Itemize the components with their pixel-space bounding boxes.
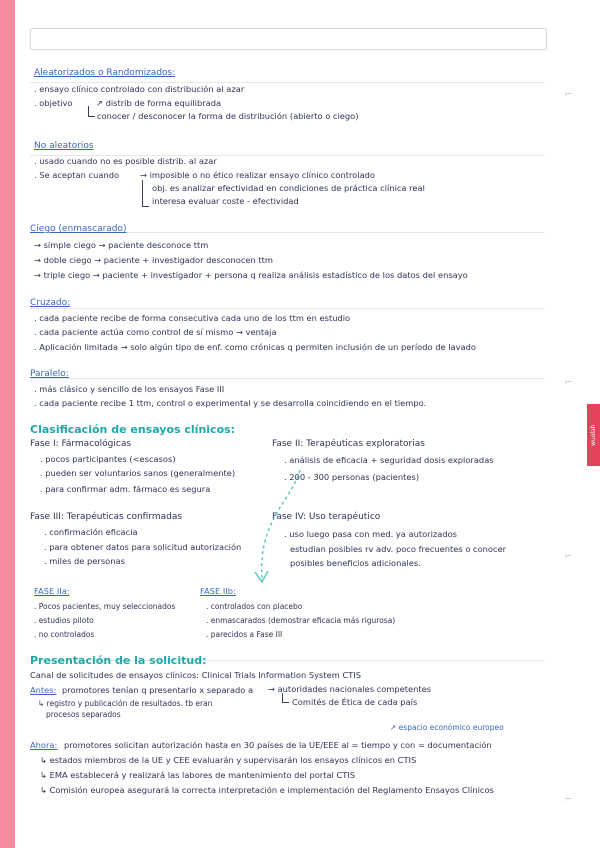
text-fragment: espacio económico europeo — [398, 723, 504, 732]
section-title-paralelo: Paralelo: — [30, 369, 69, 379]
text-line: . enmascarados (demostrar eficacia más rigurosa) — [206, 616, 396, 625]
text-line: ↗ espacio económico europeo — [390, 723, 504, 732]
text-line: . Pocos pacientes, muy seleccionados — [34, 602, 176, 611]
text-line: ↳ estados miembros de la UE y CEE evaluarán y supervisarán los ensayos clínicos en CTIS — [40, 755, 417, 765]
section-title-cruzado: Cruzado: — [30, 298, 71, 308]
text-line: → imposible o no ético realizar ensayo clínico controlado — [140, 170, 375, 180]
fase2b-title: FASE IIb: — [200, 586, 236, 596]
text-line: . para confirmar adm. fármaco es segura — [40, 484, 211, 494]
text-fragment: imposible o no ético realizar ensayo clínico controlado — [149, 170, 375, 180]
margin-mark: ⌐ — [564, 90, 572, 100]
text-line: conocer / desconocer la forma de distribución (abierto o ciego) — [97, 111, 359, 121]
fase2a-title: FASE IIa: — [34, 586, 70, 596]
text-line: . 200 - 300 personas (pacientes) — [284, 472, 420, 482]
text-line: . para obtener datos para solicitud autorización — [44, 542, 242, 552]
text-line: . cada paciente actúa como control de sí mismo → ventaja — [34, 327, 277, 337]
text-line: estudian posibles rv adv. poco frecuentes o conocer — [290, 544, 507, 554]
text-line: . no controlados — [34, 630, 95, 639]
text-line: . miles de personas — [44, 556, 125, 566]
text-line: . confirmación eficacia — [44, 527, 138, 537]
text-line: . ensayo clínico controlado con distribución al azar — [34, 84, 245, 94]
text-line: procesos separados — [46, 710, 121, 719]
section-title-solicitud: Presentación de la solicitud: — [30, 654, 207, 667]
text-line: . pueden ser voluntarios sanos (generalmente) — [40, 468, 236, 478]
margin-mark: ⌐ — [564, 378, 572, 388]
text-line: Comités de Ética de cada país — [292, 697, 418, 707]
fase2-title: Fase II: Terapéuticas exploratorias — [272, 439, 425, 449]
text-line: obj. es analizar efectividad en condiciones de práctica clínica real — [152, 183, 425, 193]
text-line: . Aplicación limitada → solo algún tipo de enf. como crónicas q permiten inclusión de un período de lavado — [34, 342, 476, 352]
section-title-clasificacion: Clasificación de ensayos clínicos: — [30, 423, 236, 436]
text-line: interesa evaluar coste - efectividad — [152, 196, 299, 206]
section-title-no-aleatorios: No aleatorios — [34, 141, 94, 151]
text-line: → doble ciego → paciente + investigador desconocen ttm — [34, 255, 273, 265]
text-fragment: autoridades nacionales competentes — [277, 684, 432, 694]
text-line: . pocos participantes (<escasos) — [40, 454, 176, 464]
text-line: . cada paciente recibe 1 ttm, control o experimental y se desarrolla coincidiendo en el tiempo. — [34, 398, 427, 408]
text-fragment: distrib de forma equilibrada — [105, 98, 222, 108]
text-line: . usado cuando no es posible distrib. al azar — [34, 156, 217, 166]
antes-label: Antes: — [30, 685, 57, 695]
text-line: . cada paciente recibe de forma consecutiva cada uno de los ttm en estudio — [34, 313, 351, 323]
text-line: promotores tenían q presentarlo x separado a — [62, 685, 254, 695]
section-title-aleatorizados: Aleatorizados o Randomizados: — [34, 68, 176, 78]
text-line: → triple ciego → paciente + investigador + persona q realiza análisis estadístico de los datos del ensayo — [34, 270, 468, 280]
text-line: → simple ciego → paciente desconoce ttm — [34, 240, 209, 250]
text-line: ↳ registro y publicación de resultados. tb eran — [38, 699, 213, 708]
text-line: . parecidos a Fase III — [206, 630, 283, 639]
ahora-label: Ahora: — [30, 740, 58, 750]
text-line: ↗ distrib de forma equilibrada — [96, 98, 222, 108]
text-line: → autoridades nacionales competentes — [268, 684, 432, 694]
text-line: Canal de solicitudes de ensayos clínicos: Clinical Trials Information System CTIS — [30, 670, 362, 680]
text-line: ↳ EMA establecerá y realizará las labores de mantenimiento del portal CTIS — [40, 770, 356, 780]
fase3-title: Fase III: Terapéuticas confirmadas — [30, 512, 183, 522]
side-tab: wuolah — [587, 404, 600, 466]
text-line: . estudios piloto — [34, 616, 94, 625]
text-line: . más clásico y sencillo de los ensayos Fase III — [34, 384, 225, 394]
text-line: . análisis de eficacia + seguridad dosis exploradas — [284, 455, 494, 465]
text-line: promotores solicitan autorización hasta en 30 países de la UE/EEE al = tiempo y con = documentación — [64, 740, 492, 750]
text-line: . Se aceptan cuando — [34, 170, 120, 180]
arrow-bracket — [282, 693, 289, 703]
text-line: . controlados con placebo — [206, 602, 303, 611]
text-line: . uso luego pasa con med. ya autorizados — [284, 529, 457, 539]
fase1-title: Fase I: Fármacológicas — [30, 439, 132, 449]
margin-mark: ⌐ — [564, 795, 572, 805]
text-line: . objetivo — [34, 98, 73, 108]
fase4-title: Fase IV: Uso terapéutico — [272, 512, 381, 522]
margin-mark: ⌐ — [564, 552, 572, 562]
section-title-ciego: Ciego (enmascarado) — [30, 224, 127, 234]
text-line: posibles beneficios adicionales. — [290, 558, 421, 568]
text-line: ↳ Comisión europea asegurará la correcta interpretación e implementación del Reglamento Ensayos Clínicos — [40, 785, 494, 795]
